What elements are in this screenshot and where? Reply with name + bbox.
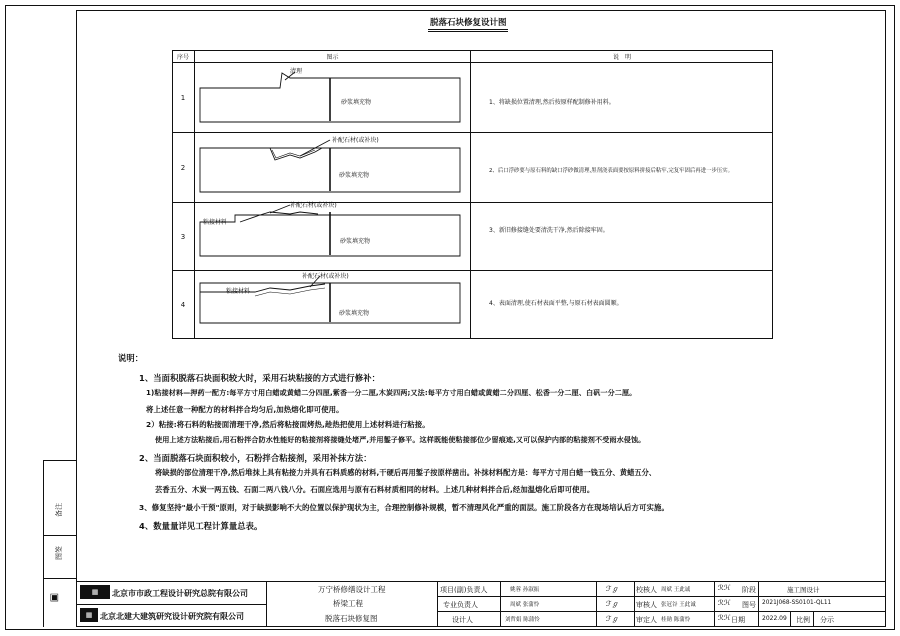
signature-6: ℛℋ	[718, 614, 731, 622]
title-underline-2	[428, 31, 508, 32]
check-3-title: 审定人	[636, 616, 657, 624]
note-line-7: 将缺损的部位清理干净,然后堆抹上具有粘接力并具有石料质感的材料,干硬后再用錾子按原样凿出。补抹材料配方是：每平方寸用白蜡一钱五分、黄蜡五分、	[155, 468, 657, 477]
row-desc-1: 1、将缺损位置清理,然后按原样配制修补用料。	[489, 99, 615, 106]
tb-v2	[437, 581, 438, 627]
fig2-label-mortar: 砂浆填充物	[339, 172, 370, 179]
fig3-label-stone: 补配石材(或补块)	[290, 202, 337, 209]
project-name: 万宁桥修缮设计工程	[318, 585, 386, 594]
note-line-9: 3、修复坚持"最小干预"原则，对于缺损影响不大的位置以保护现状为主，合理控制修补规模，暂不清理风化严重的面层。施工阶段各方在现场培认后方可实施。	[139, 503, 670, 512]
note-line-10: 4、数量量详见工程计算量总表。	[139, 521, 263, 531]
tb-v8	[790, 611, 791, 627]
row-num-4: 4	[180, 301, 186, 309]
company-logo-2: ▦	[80, 608, 98, 622]
note-line-3: 将上述任意一种配方的材料拌合均匀后,加热熔化即可使用。	[146, 405, 344, 414]
fig4-label-adhesive: 粘接材料	[226, 288, 251, 295]
table-row-line-1	[172, 132, 773, 133]
table-header-line	[172, 62, 773, 63]
fig3-label-adhesive: 粘接材料	[203, 219, 228, 226]
role-3-title: 设计人	[452, 616, 473, 624]
titleblock-top	[76, 581, 886, 582]
table-col-2	[470, 50, 471, 339]
company-name-1: 北京市市政工程设计研究总院有限公司	[112, 589, 248, 598]
notes-heading: 说明：	[118, 353, 144, 363]
check-1-name: 周斌 王此诚	[661, 587, 691, 593]
table-row-line-2	[172, 202, 773, 203]
header-num: 序号	[176, 53, 189, 61]
tb-v6	[714, 581, 715, 627]
row-desc-3: 3、新旧修接缝处要清洗干净,然后除接牢固。	[489, 227, 609, 234]
signature-5: ℛℋ	[718, 599, 731, 607]
row-desc-2: 2、后口浮砂要与原石料的缺口浮砂做清理,黑剂浇表面要按原料拼接后粘牢,完复牢固后再进一步压实。	[489, 168, 734, 174]
side-label-sign: 图签	[55, 546, 63, 560]
side-label-remarks: 备注	[55, 503, 63, 517]
signature-1: ℱℊ	[606, 585, 619, 593]
stage-label: 阶段	[742, 586, 756, 594]
check-2-title: 审核人	[636, 601, 657, 609]
page-title: 脱落石块修复设计图	[430, 18, 507, 28]
note-line-4: 2）粘接:将石料的粘接面清理干净,然后将粘接面烤热,趁热把使用上述材料进行粘接。	[146, 420, 430, 429]
date-label: 日期	[731, 616, 745, 624]
check-3-name: 桂勋 陈蒲怜	[661, 617, 691, 623]
fig1-label-mortar: 砂浆填充物	[341, 99, 372, 106]
row-desc-4: 4、表面清理,使石材表面平整,与原石材表面圆顺。	[489, 300, 623, 307]
role-1-title: 项目(副)负责人	[440, 586, 488, 594]
note-line-5: 使用上述方法粘接后,用石粉拌合防水性能好的粘接剂将接缝处堵严,并用錾子修平。这样既能使粘接部位少留痕迹,又可以保护内部的粘接剂不受雨水侵蚀。	[155, 435, 646, 444]
side-divider-3	[43, 578, 76, 579]
check-1-title: 校核人	[636, 586, 657, 594]
tb-h1	[76, 604, 266, 605]
note-line-2: 1)粘接材料—押药一配方:每平方寸用白蜡或黄蜡二分四厘,紫香一分二厘,木炭四两;又法:每平方寸用白蜡或黄蜡二分四厘、松香一分二厘、白矾一分二厘。	[146, 388, 637, 397]
drawing-no-value: 2021J068-SS0101-QL11	[762, 600, 832, 606]
signature-2: ℱℊ	[606, 600, 619, 608]
repair-table	[172, 50, 773, 339]
role-3-name: 刘哲娟 陈蒲怜	[505, 617, 540, 623]
stage-value: 施工图设计	[787, 586, 820, 594]
row-num-1: 1	[180, 93, 186, 102]
role-2-title: 专业负责人	[443, 601, 478, 609]
row-num-3: 3	[180, 232, 186, 241]
side-divider-1	[43, 460, 76, 461]
company-name-2: 北京北建大建筑研究设计研究院有限公司	[100, 612, 244, 621]
fig4-label-stone: 补配石材(或补块)	[302, 273, 349, 280]
side-strip-line	[43, 460, 44, 627]
header-desc: 说 明	[612, 53, 631, 61]
table-row-line-3	[172, 270, 773, 271]
role-2-name: 周斌 张蒲怜	[510, 602, 540, 608]
tb-v5	[634, 581, 635, 627]
role-1-name: 姚蓉 孙淑振	[510, 587, 540, 593]
scale-label: 比例	[796, 616, 810, 624]
tb-v9	[813, 611, 814, 627]
tb-h3	[437, 611, 886, 612]
table-col-1	[194, 50, 195, 339]
note-line-6: 2、当面脱落石块面积较小，石粉拌合粘接剂，采用补抹方法：	[139, 453, 372, 463]
project-sub: 桥梁工程	[333, 599, 363, 608]
side-stamp: ▣	[49, 592, 61, 603]
fig3-label-mortar: 砂浆填充物	[340, 238, 371, 245]
note-line-8: 芸香五分、木炭一两五钱、石面二两八钱八分。石面应选用与原有石料材质相同的材料。上述几种材料拌合后,经加温熔化后即可使用。	[155, 485, 595, 494]
company-logo-1: ▦	[80, 585, 110, 599]
check-2-name: 张冠谷 王此诚	[661, 602, 696, 608]
fig2-label-stone: 补配石材(或补块)	[332, 137, 379, 144]
signature-3: ℱℊ	[606, 615, 619, 623]
header-figure: 图示	[326, 53, 339, 61]
fig1-label-clean: 清理	[290, 68, 303, 75]
title-underline-1	[428, 29, 508, 30]
tb-v3	[500, 581, 501, 627]
date-value: 2022.09	[762, 615, 787, 622]
signature-4: ℛℋ	[718, 584, 731, 592]
tb-v1	[266, 581, 267, 627]
tb-h2	[437, 596, 886, 597]
row-num-2: 2	[180, 163, 186, 172]
drawing-no-label: 图号	[742, 601, 756, 609]
fig4-label-mortar: 砂浆填充物	[339, 310, 370, 317]
side-divider-2	[43, 535, 76, 536]
tb-v4	[596, 581, 597, 627]
tb-v7	[758, 581, 759, 627]
scale-value: 分示	[820, 616, 834, 624]
note-line-1: 1、当面积脱落石块面积较大时，采用石块粘接的方式进行修补：	[139, 373, 380, 383]
drawing-name: 脱落石块修复图	[325, 614, 378, 623]
